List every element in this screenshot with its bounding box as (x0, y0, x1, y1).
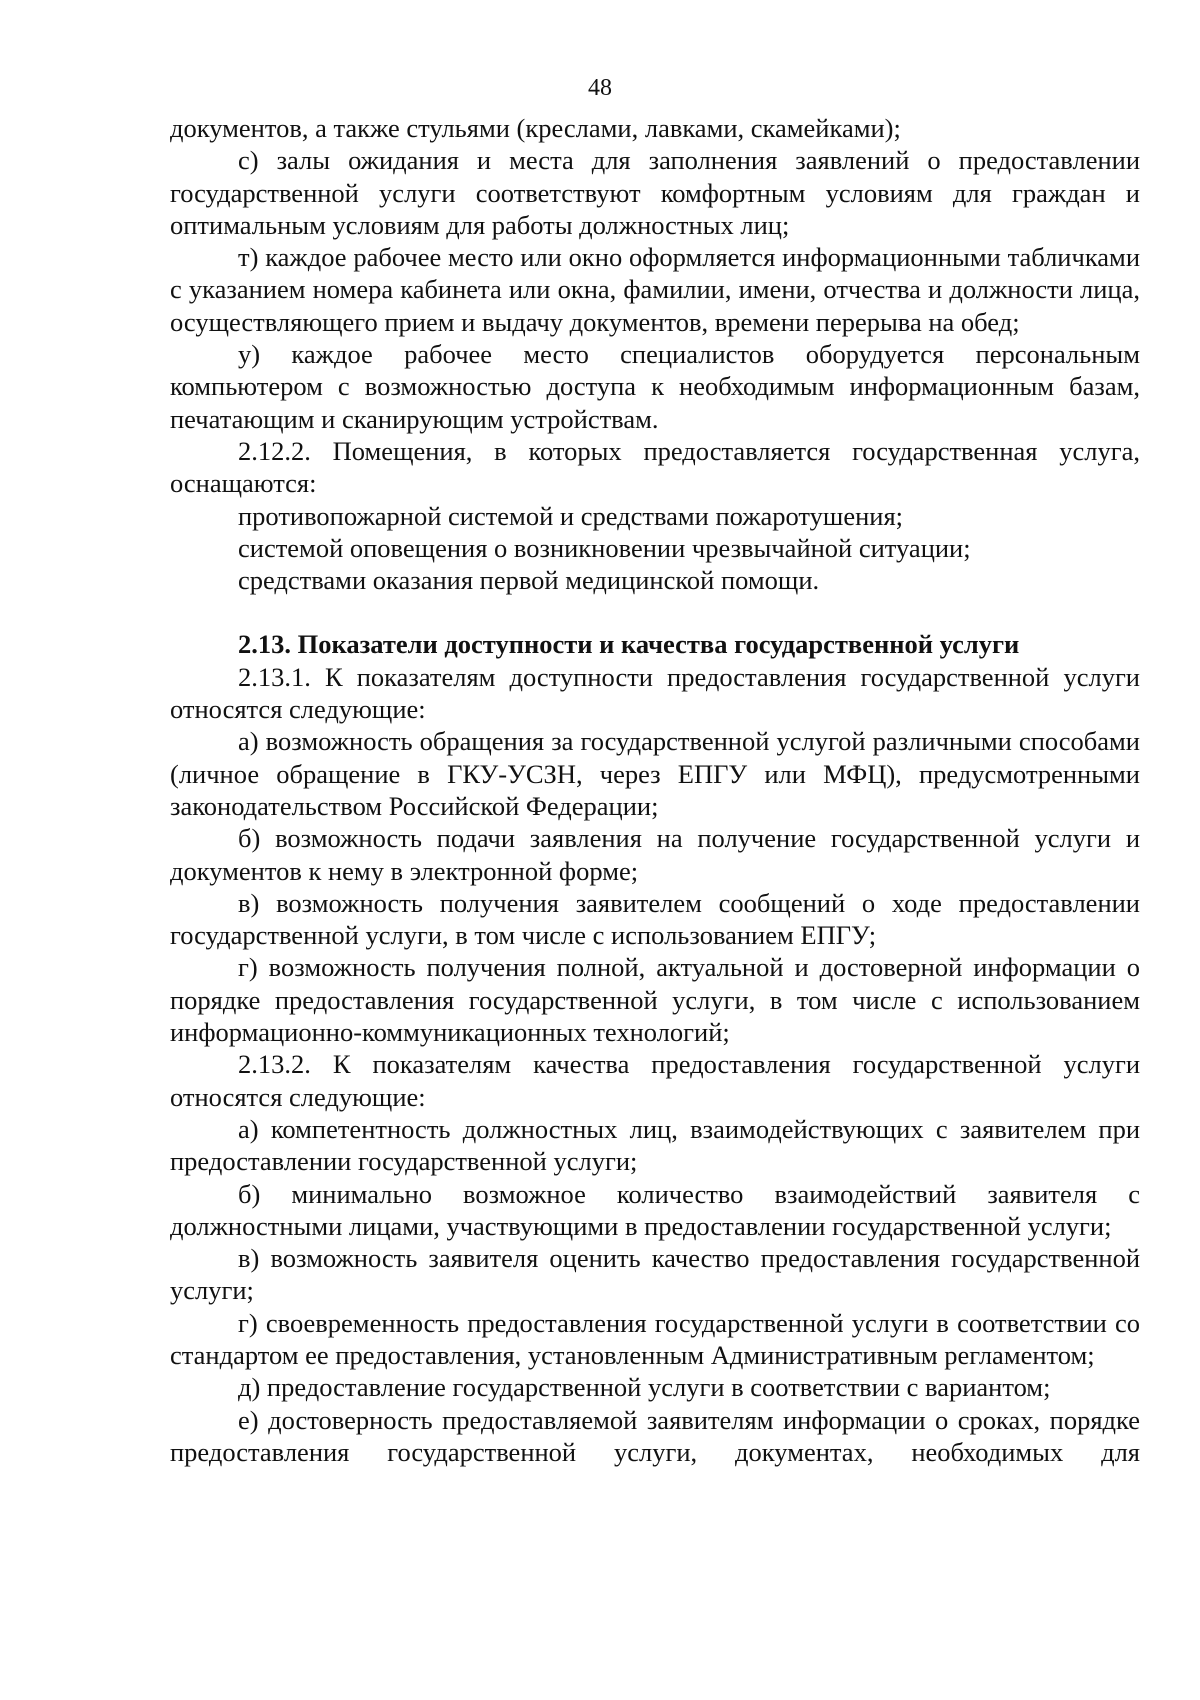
paragraph: б) возможность подачи заявления на получение государственной услуги и документов к нему в электронной форме; (170, 823, 1140, 886)
paragraph: 2.13.2. К показателям качества предоставления государственной услуги относятся следующие: (170, 1049, 1140, 1112)
paragraph: в) возможность заявителя оценить качество предоставления государственной услуги; (170, 1243, 1140, 1306)
paragraph: г) своевременность предоставления государственной услуги в соответствии со стандартом ее предоставления, установленным Административным регламентом; (170, 1307, 1140, 1370)
paragraph: т) каждое рабочее место или окно оформляется информационными табличками с указанием номера кабинета или окна, фамилии, имени, отчества и должности лица, осуществляющего прием и выдачу документов, времени перерыва на обед; (170, 242, 1140, 337)
paragraph: 2.12.2. Помещения, в которых предоставляется государственная услуга, оснащаются: (170, 435, 1140, 499)
paragraph: в) возможность получения заявителем сообщений о ходе предоставлении государственной услуги, в том числе с использованием ЕПГУ; (170, 887, 1140, 951)
page-number: 48 (588, 75, 612, 101)
paragraph: у) каждое рабочее место специалистов оборудуется персональным компьютером с возможностью доступа к необходимым информационным базам, печатающим и сканирующим устройствам. (170, 339, 1140, 434)
paragraph: е) достоверность предоставляемой заявителям информации о сроках, порядке предоставления государственной услуги, документах, необходимых для (170, 1404, 1140, 1467)
paragraph: документов, а также стульями (креслами, лавками, скамейками); (170, 113, 901, 143)
list-item: средствами оказания первой медицинской помощи. (238, 565, 820, 596)
paragraph: д) предоставление государственной услуги в соответствии с вариантом; (238, 1372, 1051, 1403)
list-item: системой оповещения о возникновении чрезвычайной ситуации; (238, 532, 971, 563)
paragraph: а) возможность обращения за государственной услугой различными способами (личное обращение в ГКУ-УСЗН, через ЕПГУ или МФЦ), предусмотренными законодательством Российской Федерации; (170, 726, 1140, 821)
section-heading: 2.13. Показатели доступности и качества государственной услуги (238, 629, 1020, 660)
paragraph: б) минимально возможное количество взаимодействий заявителя с должностными лицами, участвующими в предоставлении государственной услуги; (170, 1178, 1140, 1241)
paragraph: а) компетентность должностных лиц, взаимодействующих с заявителем при предоставлении государственной услуги; (170, 1113, 1140, 1177)
paragraph: с) залы ожидания и места для заполнения заявлений о предоставлении государственной услуги соответствуют комфортным условиям для граждан и оптимальным условиям для работы должностных лиц; (170, 145, 1140, 240)
paragraph: 2.13.1. К показателям доступности предоставления государственной услуги относятся следующие: (170, 661, 1140, 725)
paragraph: г) возможность получения полной, актуальной и достоверной информации о порядке предоставления государственной услуги, в том числе с использованием информационно-коммуникационных технологий; (170, 952, 1140, 1048)
list-item: противопожарной системой и средствами пожаротушения; (238, 500, 903, 531)
document-body (170, 112, 1140, 1468)
